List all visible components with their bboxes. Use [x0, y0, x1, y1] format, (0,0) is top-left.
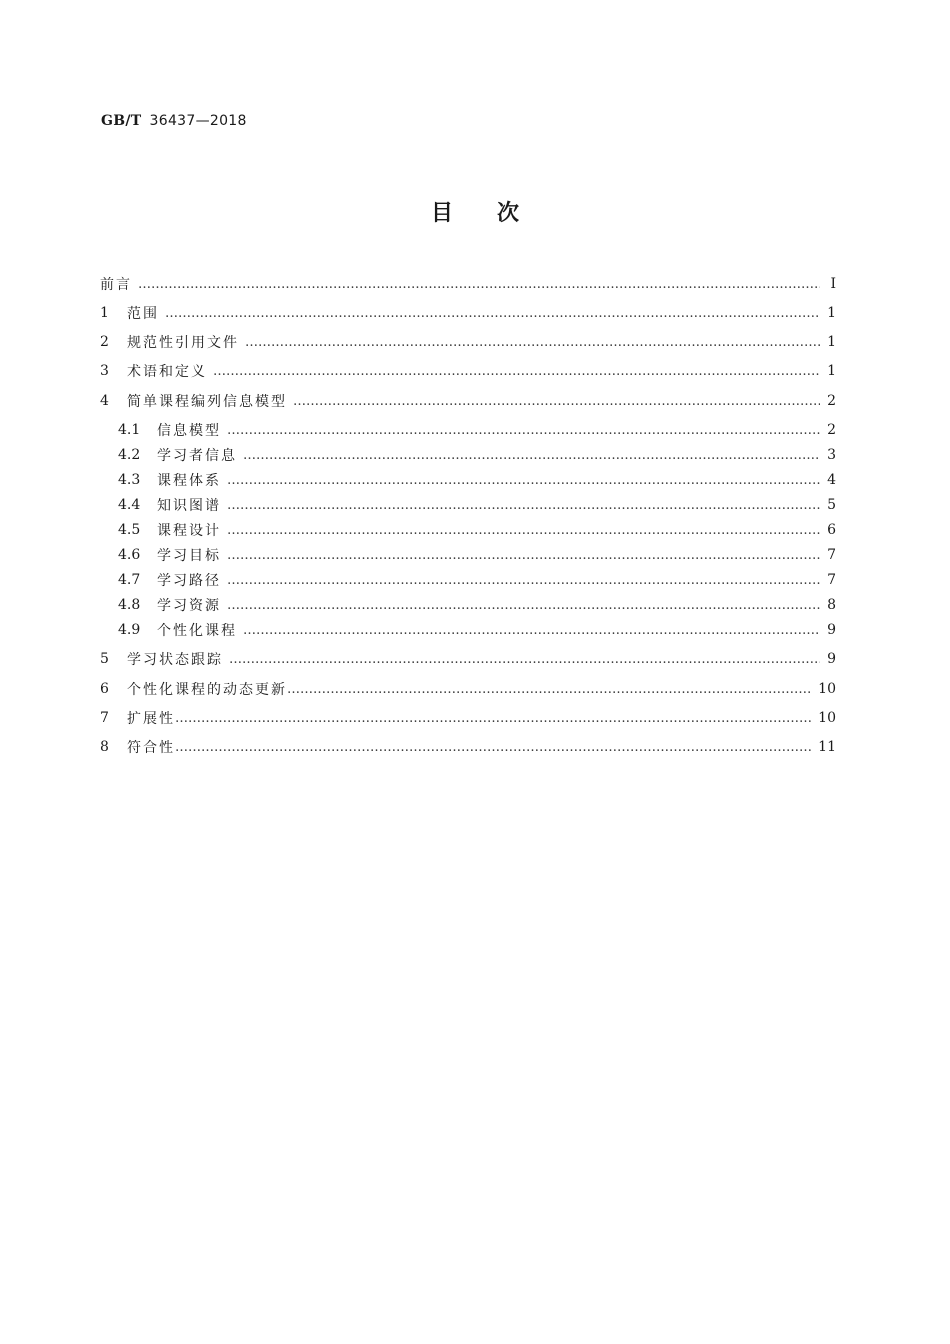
toc-entry-label: 信息模型 — [157, 423, 221, 439]
toc-entry-2[interactable] — [100, 331, 836, 353]
toc-entry-label: 个性化课程 — [157, 623, 237, 639]
toc-entry-number: 4 — [100, 393, 109, 409]
toc-entry-label: 知识图谱 — [157, 498, 221, 514]
toc-entry-page: 4 — [827, 472, 836, 488]
dot-leader — [165, 305, 820, 321]
toc-entry-page: 1 — [827, 305, 836, 321]
toc-entry-label: 学习者信息 — [157, 448, 237, 464]
toc-entry-number: 6 — [100, 681, 109, 697]
dot-leader — [175, 710, 812, 726]
toc-entry-label: 个性化课程的动态更新 — [127, 682, 287, 698]
toc-entry-4-4[interactable] — [118, 494, 836, 516]
toc-entry-page: 1 — [827, 334, 836, 350]
toc-entry-foreword[interactable] — [100, 273, 836, 295]
toc-entry-label: 学习目标 — [157, 548, 221, 564]
toc-entry-label: 符合性 — [127, 740, 175, 756]
dot-leader — [229, 651, 820, 667]
toc-entry-number: 4.6 — [118, 547, 141, 563]
dot-leader — [227, 522, 820, 538]
dot-leader — [227, 472, 820, 488]
toc-entry-number: 1 — [100, 305, 109, 321]
toc-entry-4[interactable] — [100, 390, 836, 412]
dot-leader — [227, 547, 820, 563]
toc-entry-number: 4.9 — [118, 622, 141, 638]
dot-leader — [243, 622, 820, 638]
toc-entry-page: 5 — [827, 497, 836, 513]
toc-entry-4-6[interactable] — [118, 544, 836, 566]
toc-entry-number: 4.2 — [118, 447, 141, 463]
toc-entry-8[interactable] — [100, 736, 836, 758]
toc-entry-4-9[interactable] — [118, 619, 836, 641]
toc-entry-number: 4.4 — [118, 497, 141, 513]
toc-entry-page: 10 — [818, 681, 836, 697]
toc-entry-number: 4.7 — [118, 572, 141, 588]
dot-leader — [243, 447, 820, 463]
toc-entry-label: 简单课程编列信息模型 — [127, 394, 287, 410]
dot-leader — [287, 681, 812, 697]
toc-entry-label: 规范性引用文件 — [127, 335, 239, 351]
toc-entry-page: 2 — [827, 393, 836, 409]
toc-entry-label: 范围 — [127, 306, 159, 322]
dot-leader — [227, 597, 820, 613]
toc-entry-page: 8 — [827, 597, 836, 613]
toc-entry-page: 9 — [827, 622, 836, 638]
toc-entry-number: 4.1 — [118, 422, 141, 438]
toc-entry-label: 术语和定义 — [127, 364, 207, 380]
dot-leader — [227, 422, 820, 438]
toc-entry-label: 学习路径 — [157, 573, 221, 589]
toc-entry-4-3[interactable] — [118, 469, 836, 491]
toc-entry-4-8[interactable] — [118, 594, 836, 616]
toc-entry-page: 11 — [818, 739, 836, 755]
toc-entry-label: 课程体系 — [157, 473, 221, 489]
toc-entry-label: 学习资源 — [157, 598, 221, 614]
toc-entry-number: 5 — [100, 651, 109, 667]
toc-entry-number: 4.5 — [118, 522, 141, 538]
dot-leader — [245, 334, 820, 350]
toc-entry-label: 前言 — [100, 277, 132, 293]
toc-entry-4-7[interactable] — [118, 569, 836, 591]
toc-entry-number: 4.8 — [118, 597, 141, 613]
toc-entry-label: 学习状态跟踪 — [127, 652, 223, 668]
toc-entry-1[interactable] — [100, 302, 836, 324]
standard-code — [101, 113, 247, 129]
toc-entry-3[interactable] — [100, 360, 836, 382]
dot-leader — [138, 276, 820, 292]
toc-entry-number: 2 — [100, 334, 109, 350]
toc-entry-page: 6 — [827, 522, 836, 538]
toc-entry-page: 7 — [827, 547, 836, 563]
toc-entry-4-5[interactable] — [118, 519, 836, 541]
toc-entry-label: 扩展性 — [127, 711, 175, 727]
toc-entry-7[interactable] — [100, 707, 836, 729]
standard-number: 36437—2018 — [149, 113, 247, 129]
toc-entry-6[interactable] — [100, 678, 836, 700]
toc-entry-page: 7 — [827, 572, 836, 588]
dot-leader — [213, 363, 820, 379]
toc-entry-page: 9 — [827, 651, 836, 667]
toc-entry-4-2[interactable] — [118, 444, 836, 466]
dot-leader — [293, 393, 820, 409]
toc-entry-4-1[interactable] — [118, 419, 836, 441]
toc-entry-number: 8 — [100, 739, 109, 755]
toc-entry-page: 3 — [827, 447, 836, 463]
dot-leader — [227, 572, 820, 588]
dot-leader — [175, 739, 812, 755]
toc-entry-number: 7 — [100, 710, 109, 726]
dot-leader — [227, 497, 820, 513]
toc-entry-number: 3 — [100, 363, 109, 379]
toc-entry-page: Ⅰ — [830, 276, 836, 292]
page-title: 目次 — [430, 201, 563, 226]
toc-entry-label: 课程设计 — [157, 523, 221, 539]
toc-entry-5[interactable] — [100, 648, 836, 670]
standard-prefix: GB/T — [101, 113, 142, 129]
toc-entry-page: 2 — [827, 422, 836, 438]
toc-entry-number: 4.3 — [118, 472, 141, 488]
toc-entry-page: 1 — [827, 363, 836, 379]
toc-entry-page: 10 — [818, 710, 836, 726]
